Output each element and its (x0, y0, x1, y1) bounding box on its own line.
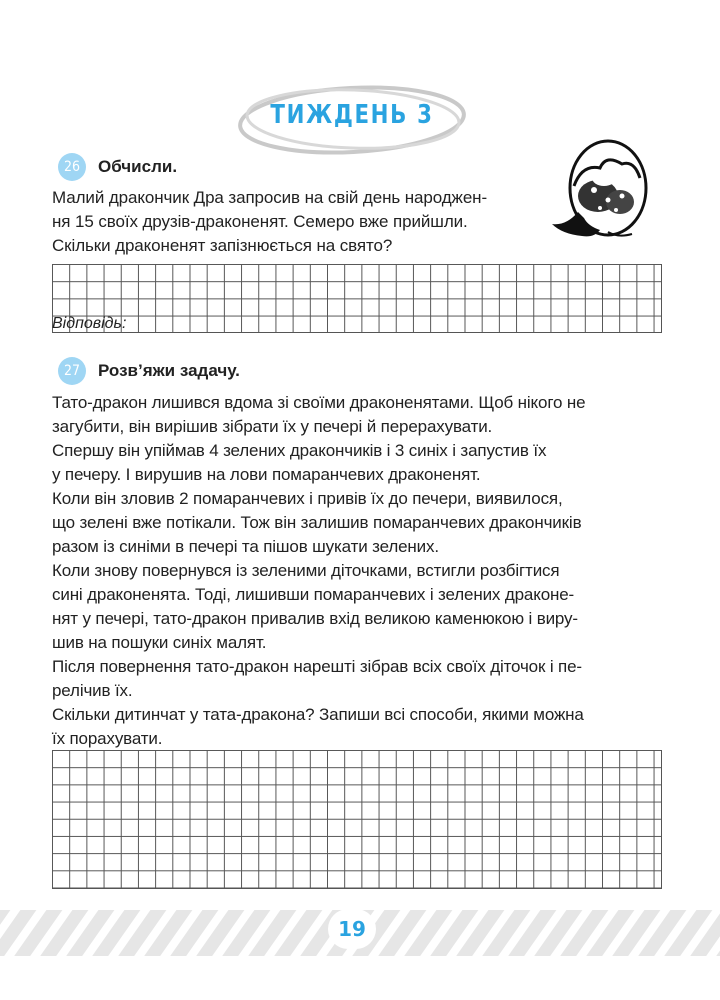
page-title: ТИЖДЕНЬ 3 (270, 100, 434, 130)
dragon-egg-illustration (548, 138, 660, 240)
week-header (232, 78, 472, 162)
task-27-line: разом із синіми в печері та пішов шукати зелених. (52, 537, 439, 556)
task-26-line: Малий дракончик Дра запросив на свій день народжен- (52, 188, 488, 207)
task-27-header (58, 357, 240, 385)
task-27-line: Скільки дитинчат у тата-дракона? Запиши всі способи, якими можна (52, 705, 584, 724)
task-27-line: Коли він зловив 2 помаранчевих і привів їх до печери, виявилося, (52, 489, 563, 508)
task-27-line: загубити, він вирішив зібрати їх у печері й перерахувати. (52, 417, 493, 436)
task-27-line: Спершу він упіймав 4 зелених дракончиків і 3 синіх і запустив їх (52, 441, 547, 460)
task-26-header (58, 153, 177, 181)
task-26-number-badge: 26 (58, 153, 86, 181)
task-26-line: ня 15 своїх друзів-драконенят. Семеро вже прийшли. (52, 212, 468, 231)
task-27-text (52, 391, 672, 751)
task-27-line: сині драконенята. Тоді, лишивши помаранчевих і зелених драконе- (52, 585, 575, 604)
task-27-title: Розв’яжи задачу. (98, 361, 240, 380)
task-27-line: релічив їх. (52, 681, 133, 700)
task-27-line: що зелені вже потікали. Тож він залишив помаранчевих дракончиків (52, 513, 582, 532)
task-27-line: їх порахувати. (52, 729, 163, 748)
task-27-work-grid[interactable] (52, 750, 662, 889)
task-26-title: Обчисли. (98, 157, 178, 176)
task-27-number-badge: 27 (58, 357, 86, 385)
task-26-line: Скільки драконенят запізнюється на свято? (52, 236, 393, 255)
task-27-line: Тато-дракон лишився вдома зі своїми драконенятами. Щоб нікого не (52, 393, 586, 412)
answer-label: Відповідь: (52, 315, 127, 332)
task-27-line: нят у печері, тато-дракон привалив вхід великою каменюкою і виру- (52, 609, 578, 628)
task-27-line: у печеру. І вирушив на лови помаранчевих драконенят. (52, 465, 481, 484)
page-number: 19 (328, 909, 376, 949)
task-27-line: Після повернення тато-дракон нарешті зібрав всіх своїх діточок і пе- (52, 657, 582, 676)
task-27-line: шив на пошуки синіх малят. (52, 633, 267, 652)
task-27-line: Коли знову повернувся із зеленими діточками, встигли розбігтися (52, 561, 560, 580)
task-26-answer-grid[interactable] (52, 264, 662, 333)
